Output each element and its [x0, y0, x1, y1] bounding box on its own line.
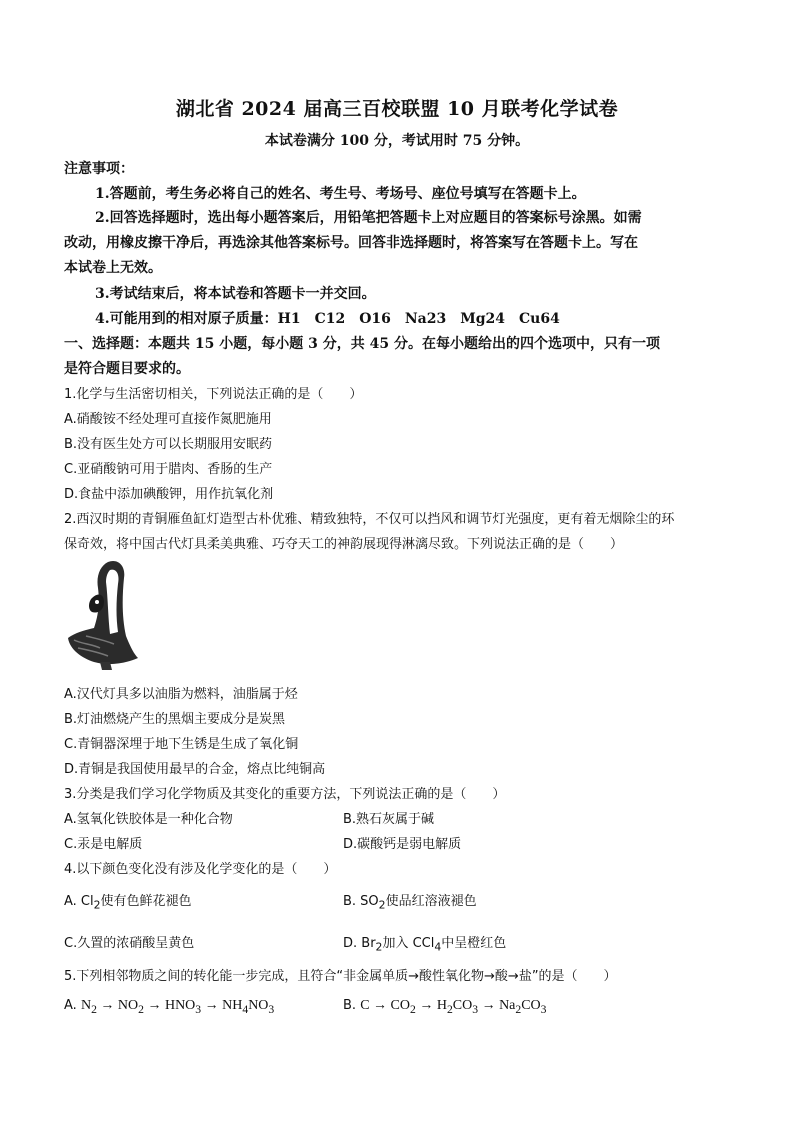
q3-stem: 3.分类是我们学习化学物质及其变化的重要方法，下列说法正确的是（ ）: [64, 787, 506, 802]
note-4: 4.可能用到的相对原子质量：H1 C12 O16 Na23 Mg24 Cu64: [95, 311, 560, 327]
q4-option-d: D. $Br_2$加入 CCl$_4$中呈橙红色: [343, 936, 507, 954]
q2-stem-2: 保奇效，将中国古代灯具柔美典雅、巧夺天工的神韵展现得淋漓尽致。下列说法正确的是（ ）: [64, 537, 624, 552]
bronze-goose-fish-lamp-image: [64, 558, 142, 670]
q3-option-a: A.氢氧化铁胶体是一种化合物: [64, 812, 233, 827]
q5-stem: 5.下列相邻物质之间的转化能一步完成，且符合“非金属单质→酸性氧化物→酸→盐”的是（ ）: [64, 969, 617, 984]
notes-heading: 注意事项：: [64, 161, 134, 177]
q2-option-d: D.青铜是我国使用最早的合金，熔点比纯铜高: [64, 762, 326, 777]
q2-option-a: A.汉代灯具多以油脂为燃料，油脂属于烃: [64, 687, 298, 702]
note-2a: 2.回答选择题时，选出每小题答案后，用铅笔把答题卡上对应题目的答案标号涂黑。如需: [95, 210, 642, 226]
q2-option-b: B.灯油燃烧产生的黑烟主要成分是炭黑: [64, 712, 286, 727]
page-title: 湖北省 2024 届高三百校联盟 10 月联考化学试卷: [175, 98, 619, 120]
q3-option-b: B.熟石灰属于碱: [343, 812, 435, 827]
q1-option-a: A.硝酸铵不经处理可直接作氮肥施用: [64, 412, 272, 427]
q2-stem-1: 2.西汉时期的青铜雁鱼缸灯造型古朴优雅、精致独特，不仅可以挡风和调节灯光强度，更有着无烟除尘的环: [64, 512, 675, 527]
q5-option-b: B. $C \to CO_2 \to H_2CO_3 \to Na_2CO_3$: [343, 998, 547, 1016]
section1-line1: 一、选择题：本题共 15 小题，每小题 3 分，共 45 分。在每小题给出的四个选项中，只有一项: [64, 336, 660, 352]
page-subtitle: 本试卷满分 100 分，考试用时 75 分钟。: [264, 133, 530, 149]
q5-option-a-formula: $N_2 \to NO_2 \to HNO_3 \to NH_4NO_3$: [80, 998, 275, 1016]
q4-option-a: A. $Cl_2$使有色鲜花褪色: [64, 894, 192, 912]
note-1: 1.答题前，考生务必将自己的姓名、考生号、考场号、座位号填写在答题卡上。: [95, 186, 586, 202]
q4-option-c: C.久置的浓硝酸呈黄色: [64, 936, 195, 951]
q1-option-c: C.亚硝酸钠可用于腊肉、香肠的生产: [64, 462, 273, 477]
q1-option-b: B.没有医生处方可以长期服用安眠药: [64, 437, 273, 452]
q1-stem: 1.化学与生活密切相关，下列说法正确的是（ ）: [64, 387, 363, 402]
section1-line2: 是符合题目要求的。: [64, 361, 190, 377]
note-2c: 本试卷上无效。: [64, 260, 162, 276]
note-3: 3.考试结束后，将本试卷和答题卡一并交回。: [95, 286, 376, 302]
q5-option-a: A. $N_2 \to NO_2 \to HNO_3 \to NH_4NO_3$: [64, 998, 275, 1016]
note-2b: 改动，用橡皮擦干净后，再选涂其他答案标号。回答非选择题时，将答案写在答题卡上。写在: [64, 235, 638, 251]
q2-option-c: C.青铜器深埋于地下生锈是生成了氧化铜: [64, 737, 299, 752]
q1-option-d: D.食盐中添加碘酸钾，用作抗氧化剂: [64, 487, 274, 502]
q4-stem: 4.以下颜色变化没有涉及化学变化的是（ ）: [64, 862, 337, 877]
q4-option-b: B. $SO_2$使品红溶液褪色: [343, 894, 477, 912]
q5-option-b-formula: $C \to CO_2 \to H_2CO_3 \to Na_2CO_3$: [360, 998, 547, 1016]
q3-option-c: C.汞是电解质: [64, 837, 143, 852]
q3-option-d: D.碳酸钙是弱电解质: [343, 837, 462, 852]
